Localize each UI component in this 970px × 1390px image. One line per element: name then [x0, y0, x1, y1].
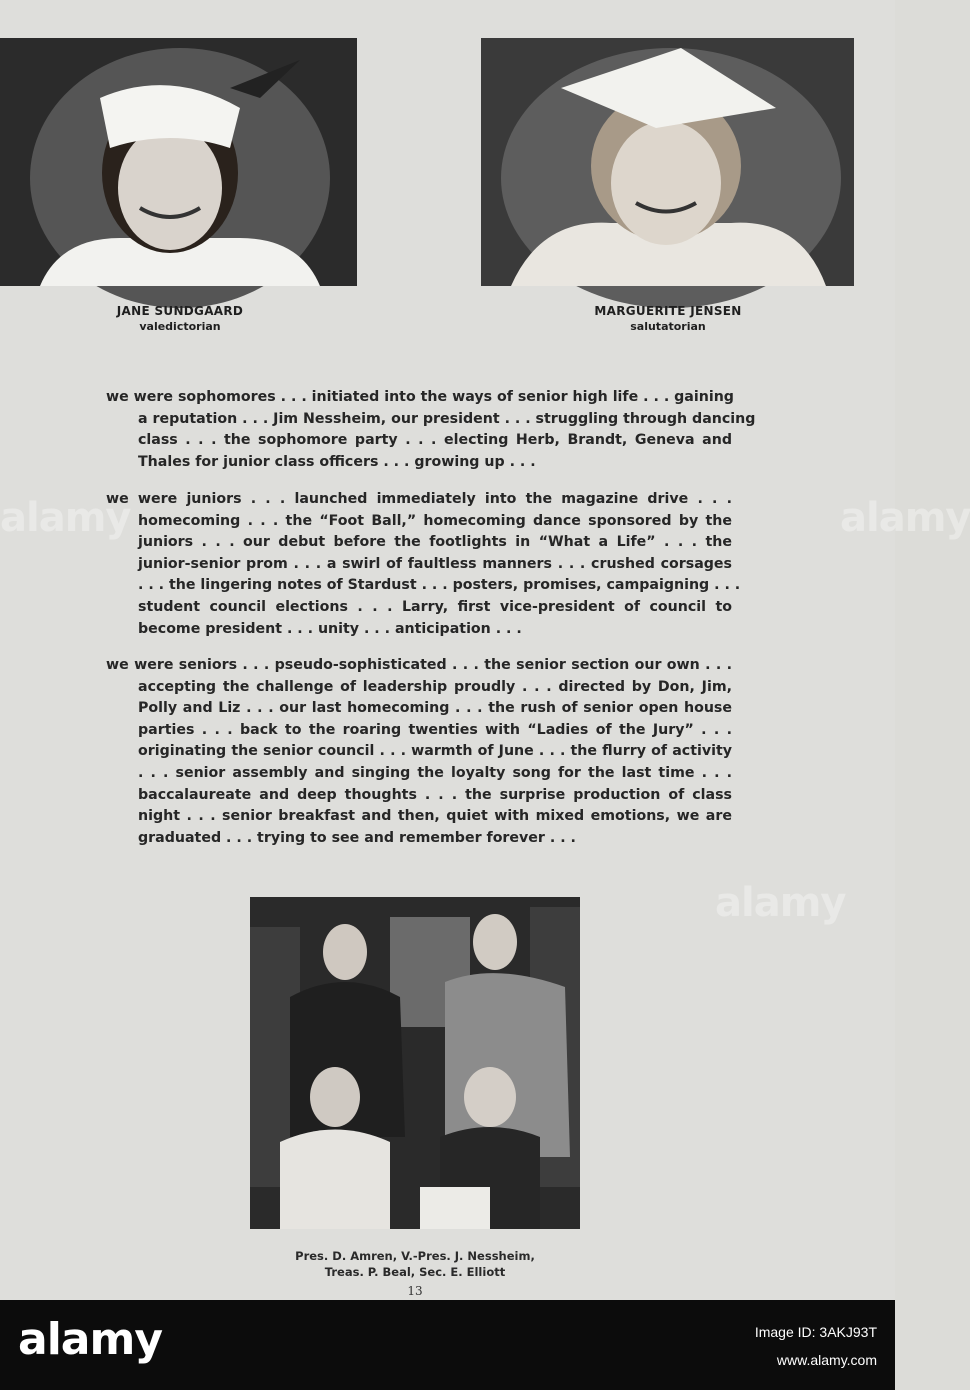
text-line: junior-senior prom . . . a swirl of faultless manners . . . crushed corsages	[138, 555, 732, 572]
site-url[interactable]: www.alamy.com	[776, 1352, 877, 1368]
portrait-role: salutatorian	[630, 320, 706, 333]
paragraph-sophomores	[106, 387, 756, 473]
text-line: graduated . . . trying to see and remember forever . . .	[138, 829, 576, 846]
watermark: alamy	[0, 495, 131, 541]
text-line: parties . . . back to the roaring twenties with “Ladies of the Jury” . . .	[138, 721, 732, 738]
class-officers-caption	[250, 1248, 580, 1280]
portrait-photo-salutatorian	[481, 38, 854, 286]
portrait-role: valedictorian	[139, 320, 221, 333]
image-id: Image ID: 3AKJ93T	[754, 1324, 877, 1340]
text-line: . . . senior assembly and singing the loyalty song for the last time . . .	[138, 764, 732, 781]
portrait-caption-salutatorian	[548, 303, 788, 335]
text-line: Thales for junior class officers . . . growing up . . .	[138, 453, 536, 470]
text-line: accepting the challenge of leadership proudly . . . directed by Don, Jim,	[138, 678, 732, 695]
text-line: night . . . senior breakfast and then, quiet with mixed emotions, we are	[138, 808, 732, 825]
caption-line: Pres. D. Amren, V.-Pres. J. Nessheim,	[295, 1249, 535, 1263]
portrait-name: JANE SUNDGAARD	[116, 304, 244, 318]
portrait-photo-valedictorian	[0, 38, 357, 286]
watermark: alamy	[715, 880, 846, 926]
text-line: homecoming . . . the “Foot Ball,” homecoming dance sponsored by the	[138, 512, 732, 529]
watermark: alamy	[840, 495, 970, 541]
text-line: student council elections . . . Larry, first vice-president of council to	[138, 598, 732, 615]
text-line: baccalaureate and deep thoughts . . . the surprise production of class	[138, 786, 732, 803]
page-number: 13	[407, 1284, 423, 1298]
text-line: we were sophomores . . . initiated into the ways of senior high life . . . gaining	[106, 389, 734, 405]
portrait-caption-valedictorian	[60, 303, 300, 335]
text-line: class . . . the sophomore party . . . electing Herb, Brandt, Geneva and	[138, 432, 732, 449]
caption-line: Treas. P. Beal, Sec. E. Elliott	[324, 1265, 506, 1279]
class-officers-photo	[250, 897, 580, 1229]
paragraph-seniors	[106, 655, 732, 849]
portrait-name: MARGUERITE JENSEN	[594, 304, 742, 318]
text-line: . . . the lingering notes of Stardust . . . posters, promises, campaigning . . .	[138, 577, 741, 594]
text-line: become president . . . unity . . . anticipation . . .	[138, 620, 522, 637]
text-line: a reputation . . . Jim Nessheim, our president . . . struggling through dancing	[138, 410, 756, 427]
paragraph-juniors	[106, 489, 741, 640]
text-line: we were juniors . . . launched immediately into the magazine drive . . .	[106, 491, 732, 507]
text-line: originating the senior council . . . warmth of June . . . the flurry of activity	[138, 743, 732, 760]
alamy-logo: alamy	[18, 1314, 162, 1365]
text-line: juniors . . . our debut before the footlights in “What a Life” . . . the	[138, 534, 732, 551]
stock-banner	[0, 1300, 895, 1390]
text-line: we were seniors . . . pseudo-sophisticated . . . the senior section our own . . .	[106, 657, 732, 673]
text-line: Polly and Liz . . . our last homecoming . . . the rush of senior open house	[138, 700, 732, 717]
